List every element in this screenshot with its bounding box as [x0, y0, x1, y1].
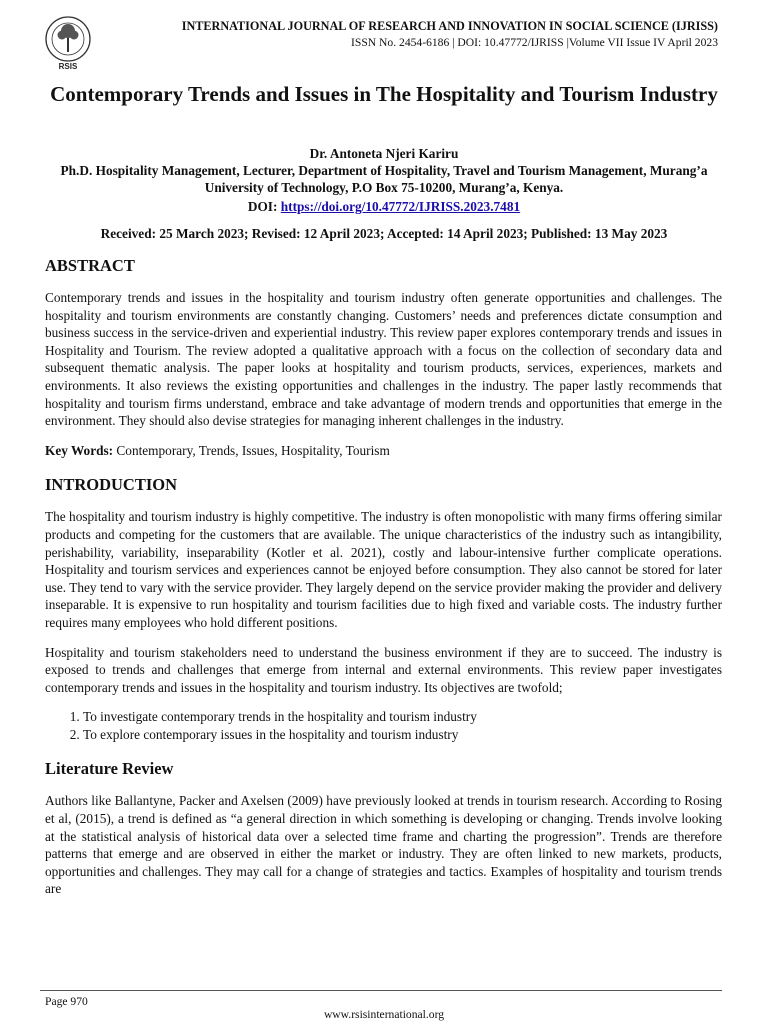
doi-label: DOI: [247, 199, 278, 214]
keywords [45, 442, 722, 460]
introduction-heading: INTRODUCTION [45, 475, 178, 495]
journal-title: INTERNATIONAL JOURNAL OF RESEARCH AND INNOVATION IN SOCIAL SCIENCE (IJRISS) [181, 19, 718, 33]
author-affiliation: Ph.D. Hospitality Management, Lecturer, Department of Hospitality, Travel and Tourism Management, Murang’a University of Technology, P.O Box 75-10200, Murang’a, Kenya. [60, 163, 708, 195]
logo-text: RSIS [58, 62, 78, 71]
literature-review-heading: Literature Review [45, 759, 174, 779]
keywords-list: Contemporary, Trends, Issues, Hospitality, Tourism [116, 442, 390, 458]
introduction-paragraph-2: Hospitality and tourism stakeholders need to understand the business environment if they are to succeed. The industry is exposed to trends and challenges that emerge from internal and external environments. This review paper investigates contemporary trends and issues in the hospitality and tourism industry. Its objectives are twofold; [45, 644, 722, 695]
paper-body [45, 256, 722, 910]
objectives-list [45, 708, 722, 743]
doi-link[interactable]: https://doi.org/10.47772/IJRISS.2023.7481 [280, 199, 521, 214]
footer-website: www.rsisinternational.org [323, 1008, 445, 1021]
publication-dates: Received: 25 March 2023; Revised: 12 April 2023; Accepted: 14 April 2023; Published: 13 May 2023 [100, 226, 668, 241]
author-name: Dr. Antoneta Njeri Kariru [309, 146, 459, 161]
author-block [40, 145, 728, 242]
introduction-paragraph-1: The hospitality and tourism industry is highly competitive. The industry is often monopolistic with many firms offering similar products and competing for the customers that are available. The unique characteristics of the industry such as intangibility, perishability, variability, inseparability (Kotler et al. 2021), costly and labour-intensive further complicate operations. Hospitality and tourism services and experiences cannot be enjoyed before consumption. They also cannot be stored for later use. They tend to vary with the service provider. They largely depend on the service provider making the provider and delivery inseparable. It is expensive to run hospitality and tourism facilities due to high fixed and variable costs. The industry further requires many employees who hold different positions. [45, 509, 722, 630]
page-number: Page 970 [45, 995, 88, 1008]
footer-divider [40, 990, 722, 991]
rsis-logo-icon [40, 14, 96, 72]
doi-line [40, 198, 728, 215]
list-item: 1. To investigate contemporary trends in the hospitality and tourism industry [83, 708, 722, 726]
abstract-heading: ABSTRACT [45, 256, 135, 275]
keywords-label: Key Words: [45, 442, 114, 458]
abstract-text: Contemporary trends and issues in the hospitality and tourism industry often generate opportunities and challenges. The hospitality and tourism environments are constantly changing. Customers’ needs and preferences dictate consumption and business success in the service-driven and experiential industry. This review paper explores contemporary trends and issues in Hospitality and Tourism. The review adopted a qualitative approach with a focus on the collection of secondary data and subsequent thematic analysis. The paper looks at hospitality and tourism products, services, experiences, markets and environments. It also reviews the existing opportunities and challenges in the industry. The paper lastly recommends that hospitality and tourism firms understand, embrace and take advantage of modern trends and opportunities that emerge in the environment. They should also devise strategies for managing inherent challenges in the industry. [45, 290, 722, 429]
journal-meta: ISSN No. 2454-6186 | DOI: 10.47772/IJRISS |Volume VII Issue IV April 2023 [351, 36, 718, 49]
literature-paragraph-1: Authors like Ballantyne, Packer and Axelsen (2009) have previously looked at trends in tourism research. According to Rosing et al, (2015), a trend is defined as “a general direction in which something is developing or changing. Trends involve looking at the statistical analysis of historical data over a selected time frame and charting the progression”. Trends are therefore patterns that emerge and are observed in either the market or industry. They are often linked to new markets, products, opportunities and challenges. They may call for a change of strategies and tactics. Examples of hospitality and tourism trends are [45, 793, 722, 897]
list-item: 2. To explore contemporary issues in the hospitality and tourism industry [83, 726, 722, 744]
journal-header [36, 14, 722, 74]
paper-title: Contemporary Trends and Issues in The Hospitality and Tourism Industry [50, 82, 718, 106]
